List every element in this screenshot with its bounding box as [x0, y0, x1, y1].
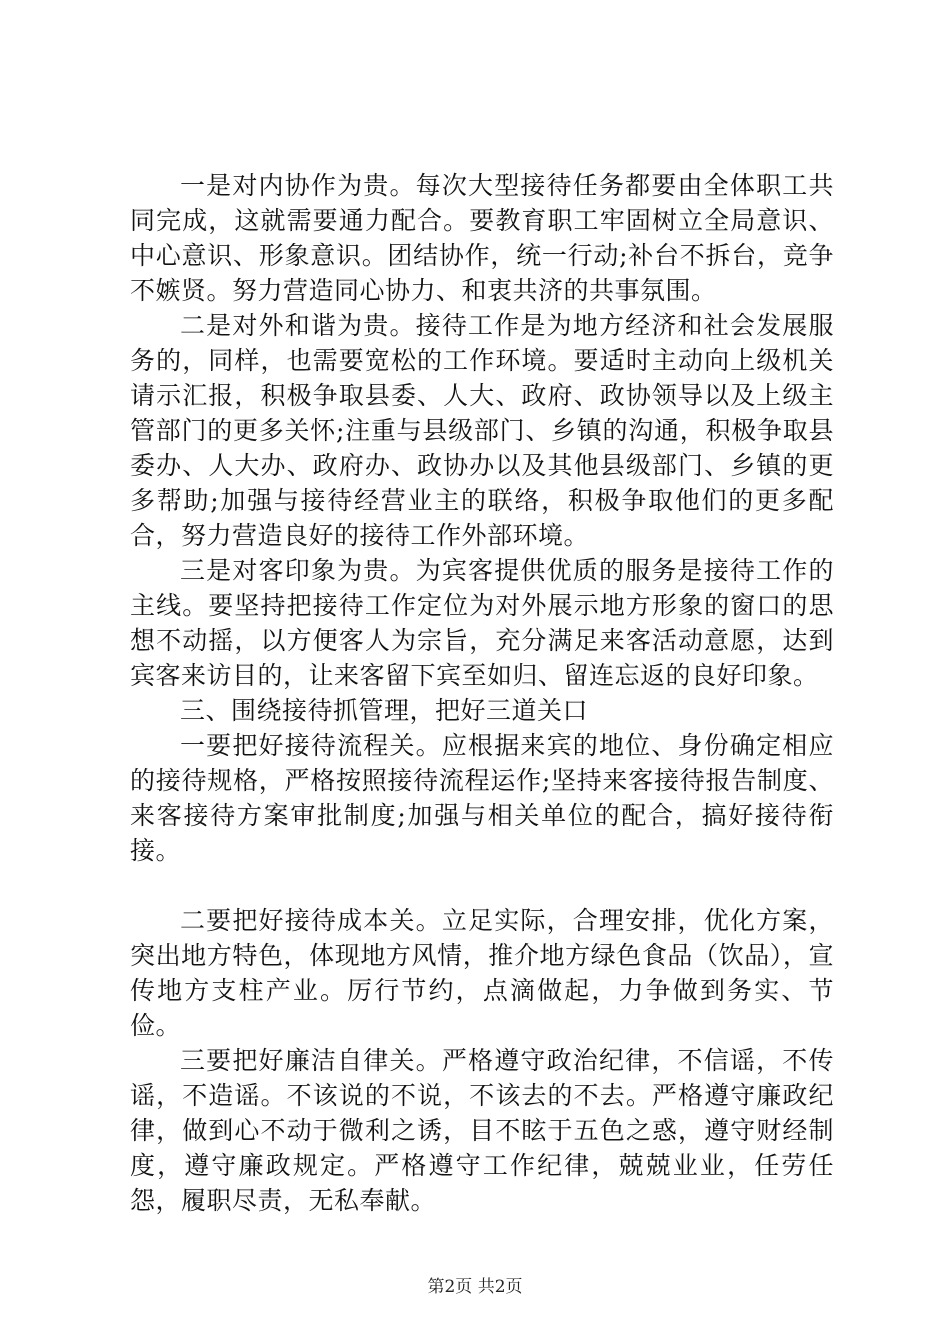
paragraph-internal-cooperation: 一是对内协作为贵。每次大型接待任务都要由全体职工共同完成，这就需要通力配合。要教育职工牢固树立全局意识、中心意识、形象意识。团结协作，统一行动;补台不拆台，竞争不嫉贤。努力营造同心协力、和衷共济的共事氛围。 [130, 171, 834, 305]
paragraph-process-control: 一要把好接待流程关。应根据来宾的地位、身份确定相应的接待规格，严格按照接待流程运作;坚持来客接待报告制度、来客接待方案审批制度;加强与相关单位的配合，搞好接待衔接。 [130, 731, 834, 865]
paragraph-integrity-control: 三要把好廉洁自律关。严格遵守政治纪律，不信谣，不传谣，不造谣。不该说的不说，不该去的不去。严格遵守廉政纪律，做到心不动于微利之诱，目不眩于五色之惑，遵守财经制度，遵守廉政规定。严格遵守工作纪律，兢兢业业，任劳任怨，履职尽责，无私奉献。 [130, 1046, 834, 1215]
paragraph-external-harmony: 二是对外和谐为贵。接待工作是为地方经济和社会发展服务的，同样，也需要宽松的工作环境。要适时主动向上级机关请示汇报，积极争取县委、人大、政府、政协领导以及上级主管部门的更多关怀;注重与县级部门、乡镇的沟通，积极争取县委办、人大办、政府办、政协办以及其他县级部门、乡镇的更多帮助;加强与接待经营业主的联络，积极争取他们的更多配合，努力营造良好的接待工作外部环境。 [130, 311, 834, 550]
paragraph-cost-control: 二要把好接待成本关。立足实际，合理安排，优化方案，突出地方特色，体现地方风情，推介地方绿色食品（饮品），宣传地方支柱产业。厉行节约，点滴做起，力争做到务实、节俭。 [130, 906, 834, 1040]
paragraph-guest-impression: 三是对客印象为贵。为宾客提供优质的服务是接待工作的主线。要坚持把接待工作定位为对外展示地方形象的窗口的思想不动摇，以方便客人为宗旨，充分满足来客活动意愿，达到宾客来访目的，让来客留下宾至如归、留连忘返的良好印象。 [130, 556, 834, 690]
document-body [130, 168, 834, 1218]
page-number-footer: 第2页 共2页 [427, 1277, 523, 1297]
section-heading-management: 三、围绕接待抓管理，把好三道关口 [180, 696, 589, 725]
